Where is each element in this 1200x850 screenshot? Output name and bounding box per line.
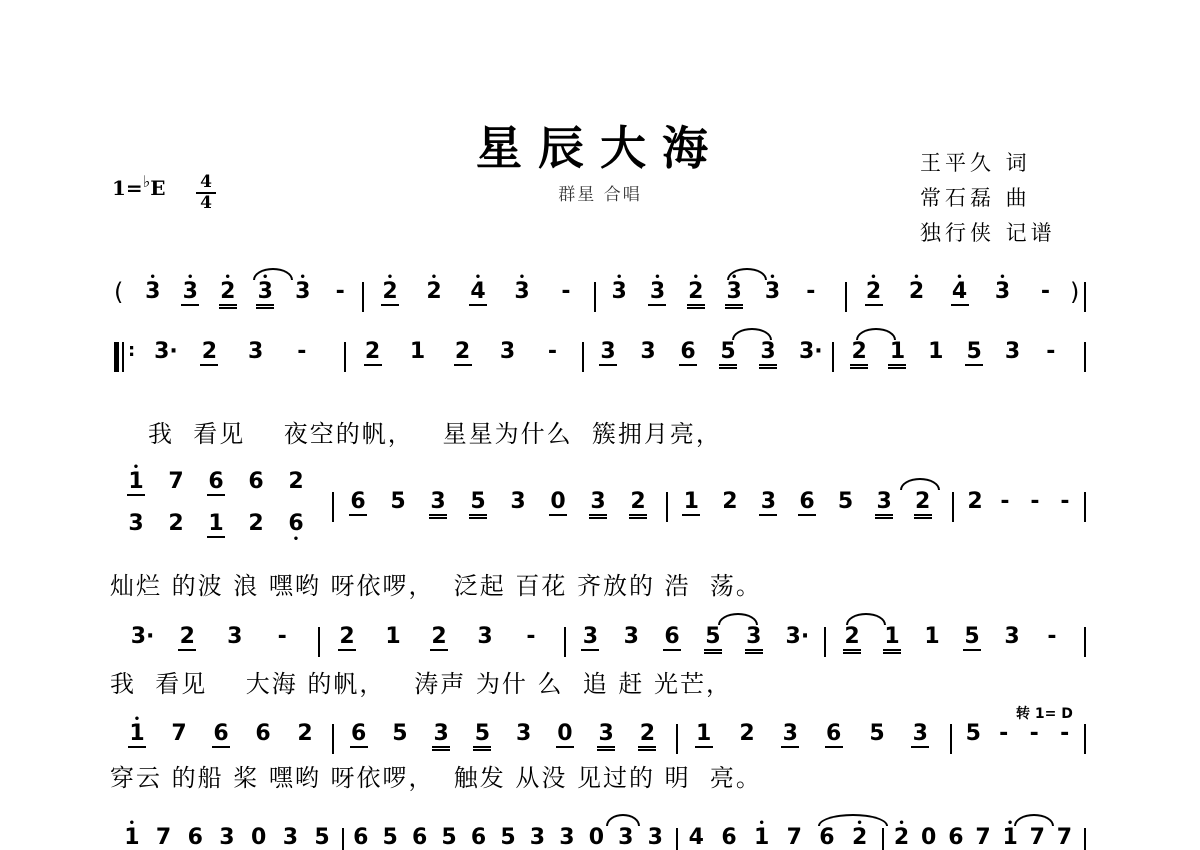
note: 1: [928, 339, 944, 364]
barline: [362, 282, 364, 312]
measure: [324, 625, 554, 665]
note: 3·: [130, 624, 155, 649]
note: • 3: [256, 280, 274, 309]
note: 0: [251, 825, 267, 850]
note: 2: [739, 721, 755, 746]
composer-credit: 常石磊 曲: [920, 186, 1031, 210]
note: 6: [255, 721, 271, 746]
dash: -: [999, 721, 1009, 746]
note: 3: [618, 825, 634, 850]
note: 7: [155, 825, 172, 850]
barline: [1084, 828, 1086, 850]
note: 3: [477, 624, 493, 649]
note: 3: [623, 624, 639, 649]
note: 1: [208, 511, 224, 536]
note: 3: [247, 339, 264, 364]
dash: -: [1040, 279, 1051, 304]
measure: [346, 826, 670, 850]
note: 5: [473, 722, 491, 751]
note: • 2: [851, 826, 869, 850]
note: 1: [683, 489, 699, 514]
measure: [350, 340, 575, 380]
note: 1: [409, 339, 426, 364]
dash: -: [335, 279, 345, 304]
note: • 1: [1001, 826, 1019, 850]
note: 6: [470, 825, 487, 850]
note: 3: [782, 721, 798, 746]
note: 3: [1004, 624, 1020, 649]
note: 1: [924, 624, 940, 649]
note: 3·: [785, 624, 810, 649]
measure: [140, 340, 325, 380]
note: 7: [171, 721, 187, 746]
note: 2: [288, 469, 304, 494]
measure: [116, 512, 316, 552]
note: 5: [441, 825, 457, 850]
note: • 2: [908, 280, 926, 304]
dash: -: [1060, 721, 1070, 746]
lyric-line-2: 灿烂 的波 浪 嘿哟 呀依啰， 泛起 百花 齐放的 浩 荡。: [110, 572, 762, 600]
note: 2: [967, 489, 983, 514]
repeat-dots: :: [128, 340, 136, 361]
score-line-4: [110, 625, 1090, 665]
note: • 2: [687, 280, 705, 309]
slur: [1014, 814, 1054, 826]
note: 5: [869, 721, 885, 746]
note: 3·: [799, 339, 823, 364]
open-paren: (: [114, 278, 124, 306]
note: 6: [948, 825, 964, 850]
note: • 1: [127, 470, 145, 496]
barline: [318, 627, 320, 657]
note: 6: [819, 825, 835, 850]
score-line-6: [110, 826, 1090, 850]
note: 7: [168, 469, 184, 494]
note: 4: [688, 825, 704, 850]
note: • 2: [381, 280, 399, 306]
note: • 2: [893, 826, 911, 850]
transcriber-credit: 独行侠 记谱: [920, 221, 1056, 245]
note: 6: [350, 489, 366, 514]
note: 3·: [154, 339, 178, 364]
note: 6: [825, 721, 842, 746]
lyric-line-4: 穿云 的船 桨 嘿哟 呀依啰， 触发 从没 见过的 明 亮。: [110, 764, 762, 792]
barline: [845, 282, 847, 312]
note: 5: [965, 721, 981, 746]
lyricist-credit: 王平久 词: [920, 151, 1031, 175]
note: • 3: [994, 280, 1012, 304]
barline: [676, 828, 678, 850]
note: 3: [559, 825, 575, 850]
note: 3: [128, 511, 144, 536]
measure: [600, 280, 830, 320]
note: 1: [883, 625, 901, 654]
barline: [344, 342, 346, 372]
note: 3: [745, 625, 763, 654]
close-paren: ): [1070, 278, 1080, 306]
note: 7: [975, 825, 991, 850]
measure: [368, 280, 588, 320]
note: 0: [921, 825, 937, 850]
performer-credit: 群星 合唱: [558, 185, 642, 205]
note: 6: [664, 624, 680, 649]
note: 3: [760, 489, 777, 514]
slur: [846, 613, 886, 625]
note: 2: [339, 624, 355, 649]
dash: -: [277, 624, 287, 649]
repeat-barline: [114, 342, 119, 372]
note: • 2: [425, 280, 443, 304]
note: 3: [589, 490, 607, 519]
note: 7: [1029, 825, 1045, 850]
measure: [682, 722, 942, 762]
note: 6: [208, 469, 224, 494]
measure: [840, 340, 1070, 380]
barline: [1084, 627, 1086, 657]
note: 7: [1056, 825, 1073, 850]
note: 3: [582, 624, 599, 649]
dash: -: [1000, 489, 1010, 514]
barline: [1084, 282, 1086, 312]
note: • 3: [513, 280, 531, 304]
note: 5: [392, 721, 408, 746]
note: 7: [786, 825, 802, 850]
barline: [676, 724, 678, 754]
dash: -: [806, 279, 816, 304]
measure: [116, 826, 338, 850]
barline: [332, 724, 334, 754]
note: • 3: [181, 280, 199, 306]
barline: [824, 627, 826, 657]
note: • 1: [123, 826, 141, 850]
note: • 3: [294, 280, 312, 304]
note: 2: [179, 624, 195, 649]
flat-symbol: ♭: [142, 172, 151, 191]
barline: [582, 342, 584, 372]
note: 6: [213, 721, 229, 746]
note: 0: [557, 721, 573, 746]
note: 5: [390, 489, 406, 514]
note: 3: [647, 825, 663, 850]
note: 2: [638, 722, 656, 751]
lyric-line-3: 我 看见 大海 的帆， 涛声 为什 么 追 赶 光芒，: [110, 670, 733, 698]
note: 3: [875, 490, 893, 519]
note: 6: [353, 825, 369, 850]
key-change-label: 转 1= D: [1016, 706, 1073, 722]
note: 5: [469, 490, 487, 519]
note: 5: [704, 625, 722, 654]
note: 2: [297, 721, 313, 746]
note: 6: [187, 825, 203, 850]
note: 5: [382, 825, 398, 850]
measure: [888, 826, 1078, 850]
dash: -: [1046, 339, 1056, 364]
barline: [950, 724, 952, 754]
note: 3: [510, 489, 526, 514]
note: 5: [837, 489, 854, 514]
note: 2: [248, 511, 264, 536]
score-line-5: [110, 722, 1090, 762]
note: 6 •: [287, 512, 305, 536]
note: 2: [843, 625, 861, 654]
barline: [832, 342, 834, 372]
note: 3: [600, 339, 616, 364]
lyric-line-1: 我 看见 夜空的帆， 星星为什么 簇拥月亮，: [148, 420, 722, 448]
credits-block: [920, 146, 1056, 251]
note: 3: [912, 721, 928, 746]
note: 2: [629, 490, 647, 519]
note: 3: [529, 825, 546, 850]
note: 3: [429, 490, 447, 519]
score-line-2: [110, 340, 1090, 380]
note: 3: [597, 722, 615, 751]
note: 2: [722, 489, 738, 514]
slur: [818, 814, 888, 826]
barline: [1084, 724, 1086, 754]
note: 3: [282, 825, 299, 850]
note: • 4: [469, 280, 487, 306]
note: 6: [248, 469, 264, 494]
dash: -: [561, 279, 571, 304]
barline: [342, 828, 344, 850]
slur: [606, 814, 640, 826]
note: 3: [219, 825, 235, 850]
barline: [122, 342, 124, 372]
note: 6: [680, 339, 696, 364]
note: 5: [966, 339, 982, 364]
measure: [134, 280, 359, 320]
measure: [588, 340, 828, 380]
note: • 4: [951, 280, 969, 306]
note: 3: [515, 721, 532, 746]
note: 2: [168, 511, 184, 536]
note: 2: [914, 490, 932, 519]
song-title: 星辰大海: [476, 121, 724, 175]
note: • 3: [144, 280, 162, 304]
barline: [1084, 342, 1086, 372]
key-signature: 1=♭E: [112, 172, 166, 200]
note: • 2: [865, 280, 883, 306]
meter-bottom: 4: [200, 193, 212, 213]
note: • 3: [648, 280, 666, 306]
slur: [732, 328, 772, 340]
note: • 2: [219, 280, 237, 309]
note: 2: [201, 339, 218, 364]
note: 5: [314, 825, 330, 850]
note: 5: [500, 825, 516, 850]
note: 3: [1004, 339, 1021, 364]
note: • 3: [763, 280, 781, 304]
score-line-3-harmony: [110, 512, 1090, 552]
note: 6: [411, 825, 428, 850]
note: 1: [696, 721, 712, 746]
dash: -: [1030, 489, 1040, 514]
note: 5: [719, 340, 737, 369]
measure: [958, 722, 1080, 762]
measure: [832, 625, 1072, 665]
measure: [570, 625, 815, 665]
note: 2: [850, 340, 868, 369]
time-signature: [196, 174, 216, 212]
note: 2: [431, 624, 447, 649]
dash: -: [1047, 624, 1057, 649]
dash: -: [297, 339, 307, 364]
note: • 3: [725, 280, 743, 309]
slur: [718, 613, 758, 625]
slur: [856, 328, 896, 340]
note: 0: [550, 489, 566, 514]
barline: [564, 627, 566, 657]
barline: [594, 282, 596, 312]
note: 5: [964, 624, 980, 649]
note: 6: [350, 721, 367, 746]
measure: [680, 826, 876, 850]
note: 3: [499, 339, 516, 364]
note: 6: [799, 489, 815, 514]
measure: [338, 722, 668, 762]
measure: [116, 625, 306, 665]
note: 3: [227, 624, 243, 649]
note: 1: [888, 340, 906, 369]
note: 0: [588, 825, 604, 850]
note: 2: [364, 339, 381, 364]
note: 2: [454, 339, 471, 364]
barline: [882, 828, 884, 850]
dash: -: [1060, 489, 1070, 514]
note: 3: [640, 339, 656, 364]
note: 6: [721, 825, 737, 850]
note: • 1: [128, 722, 146, 748]
dash: -: [526, 624, 536, 649]
score-line-1: [110, 280, 1090, 320]
meter-top: 4: [200, 172, 212, 192]
note: • 1: [753, 826, 771, 850]
measure: [852, 280, 1067, 320]
note: • 3: [610, 280, 628, 304]
note: 3: [759, 340, 777, 369]
measure: [116, 722, 326, 762]
dash: -: [547, 339, 558, 364]
dash: -: [1029, 721, 1039, 746]
note: 1: [385, 624, 401, 649]
note: 3: [432, 722, 450, 751]
